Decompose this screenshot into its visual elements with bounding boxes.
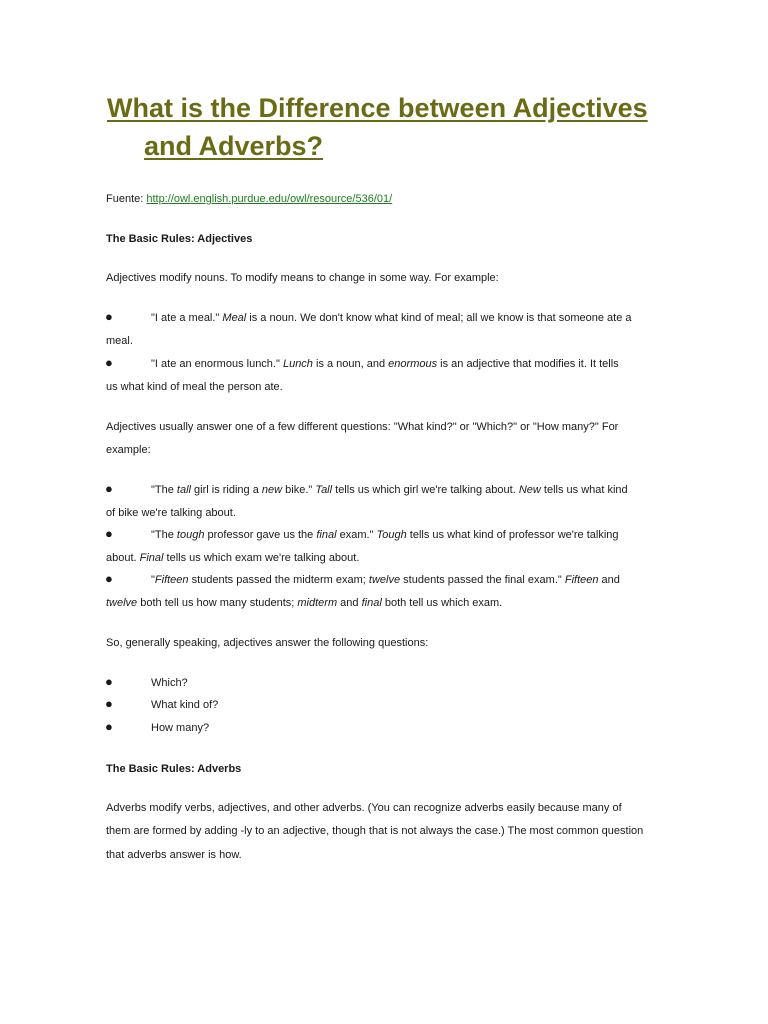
adverbs-paragraph-line-3: that adverbs answer is how. [106, 849, 242, 861]
list-item-continuation [106, 551, 359, 565]
text-run: "The [151, 529, 177, 541]
italic-run: tough [176, 529, 205, 541]
text-run: tells us which girl we're talking about. [332, 484, 519, 496]
question-item-how-many: How many? [151, 722, 210, 734]
list-item-continuation: meal. [106, 335, 133, 347]
text-run: is a noun, and [312, 358, 389, 370]
italic-run: Meal [222, 312, 247, 324]
text-run: students passed the final exam." [400, 574, 565, 586]
bullet-icon: ● [105, 355, 113, 370]
questions-paragraph-line-1: Adjectives usually answer one of a few different questions: "What kind?" or "Which?" or "How many?" For [106, 421, 619, 433]
text-run: bike." [282, 484, 316, 496]
list-item [151, 483, 628, 497]
italic-run: final [316, 529, 337, 541]
italic-run: Tough [376, 529, 407, 541]
text-run: " [151, 574, 155, 586]
text-run: "I ate a meal." [151, 312, 223, 324]
adverbs-paragraph-line-1: Adverbs modify verbs, adjectives, and other adverbs. (You can recognize adverbs easily because many of [106, 802, 622, 814]
italic-run: tall [176, 484, 191, 496]
adverbs-heading: The Basic Rules: Adverbs [106, 763, 242, 775]
text-run: and [337, 597, 362, 609]
bullet-icon: ● [105, 719, 113, 734]
bullet-icon: ● [105, 481, 113, 496]
questions-paragraph-line-2: example: [106, 444, 151, 456]
text-run: and [598, 574, 620, 586]
italic-run: Fifteen [564, 574, 599, 586]
question-item-what-kind: What kind of? [151, 699, 219, 711]
italic-run: new [261, 484, 283, 496]
list-item [151, 573, 620, 587]
text-run: both tell us how many students; [137, 597, 298, 609]
text-run: both tell us which exam. [381, 597, 503, 609]
bullet-icon: ● [105, 571, 113, 586]
italic-run: enormous [388, 358, 438, 370]
text-run: tells us what kind [540, 484, 628, 496]
bullet-icon: ● [105, 526, 113, 541]
italic-run: midterm [297, 597, 338, 609]
summary-line: So, generally speaking, adjectives answer the following questions: [106, 637, 429, 649]
list-item [151, 311, 632, 325]
text-run: is an adjective that modifies it. It tells [437, 358, 619, 370]
list-item-continuation: of bike we're talking about. [106, 507, 236, 519]
italic-run: Fifteen [154, 574, 189, 586]
text-run: "The [151, 484, 177, 496]
page-title [107, 89, 677, 165]
bullet-icon: ● [105, 309, 113, 324]
list-item [151, 528, 619, 542]
text-run: exam." [336, 529, 377, 541]
title-line-1: What is the Difference between Adjectives [107, 93, 648, 123]
adverbs-paragraph-line-2: them are formed by adding -ly to an adjective, though that is not always the case.) The most common question [106, 825, 644, 837]
text-run: professor gave us the [204, 529, 317, 541]
source-link[interactable]: http://owl.english.purdue.edu/owl/resource/536/01/ [146, 193, 393, 205]
bullet-icon: ● [105, 674, 113, 689]
list-item [151, 357, 619, 371]
italic-run: Lunch [282, 358, 313, 370]
text-run: about. [106, 552, 140, 564]
bullet-icon: ● [105, 696, 113, 711]
italic-run: Tall [315, 484, 333, 496]
text-run: "I ate an enormous lunch." [151, 358, 283, 370]
italic-run: twelve [368, 574, 401, 586]
italic-run: final [361, 597, 382, 609]
italic-run: Final [139, 552, 164, 564]
adjectives-heading: The Basic Rules: Adjectives [106, 233, 253, 245]
source-label: Fuente: [106, 193, 147, 205]
text-run: girl is riding a [190, 484, 262, 496]
text-run: students passed the midterm exam; [188, 574, 369, 586]
italic-run: New [518, 484, 541, 496]
italic-run: twelve [106, 597, 138, 609]
title-line-2: and Adverbs? [144, 131, 324, 161]
text-run: is a noun. We don't know what kind of meal; all we know is that someone ate a [246, 312, 632, 324]
list-item-continuation: us what kind of meal the person ate. [106, 381, 283, 393]
question-item-which: Which? [151, 677, 188, 689]
list-item-continuation [106, 596, 502, 610]
source-line [106, 192, 392, 206]
adjectives-intro: Adjectives modify nouns. To modify means to change in some way. For example: [106, 272, 499, 284]
text-run: tells us what kind of professor we're talking [406, 529, 619, 541]
text-run: tells us which exam we're talking about. [163, 552, 360, 564]
